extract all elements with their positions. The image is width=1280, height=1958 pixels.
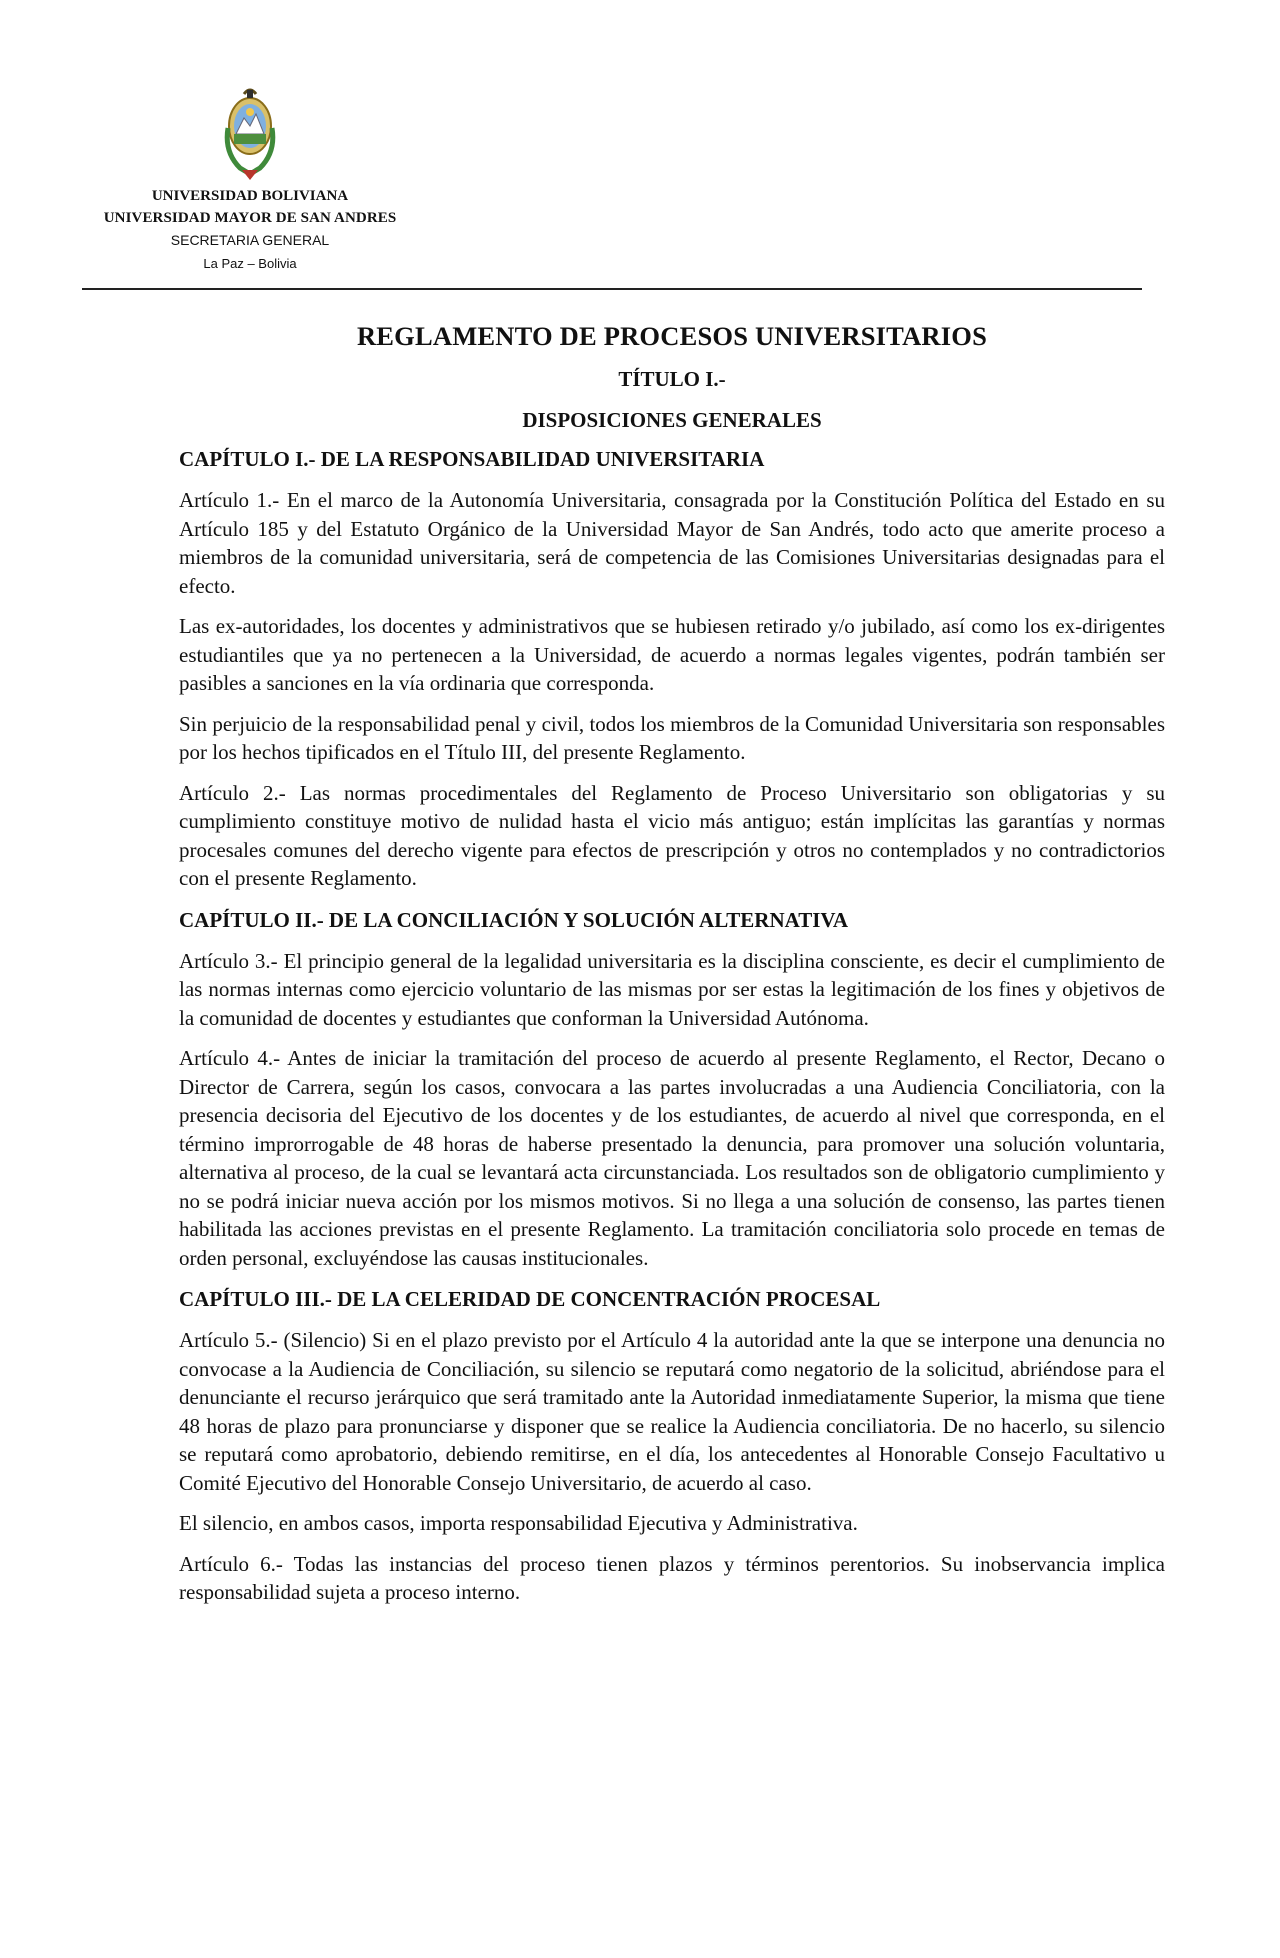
article-paragraph: Artículo 3.- El principio general de la legalidad universitaria es la disciplina consciente, es decir el cumplimiento de las normas internas como ejercicio voluntario de las mismas por ser estas la legitimación de los fines y objetivos de la comunidad de docentes y estudiantes que conforman la Universidad Autónoma. — [179, 948, 1165, 1030]
header-divider — [82, 288, 1142, 290]
chapter-section — [179, 1284, 1165, 1607]
titulo-number: TÍTULO I.- — [618, 367, 726, 391]
chapter-heading: CAPÍTULO III.- DE LA CELERIDAD DE CONCENTRACIÓN PROCESAL — [179, 1287, 881, 1311]
article-paragraph: Artículo 6.- Todas las instancias del proceso tienen plazos y términos perentorios. Su inobservancia implica responsabilidad sujeta a proceso interno. — [179, 1551, 1165, 1604]
chapter-heading: CAPÍTULO II.- DE LA CONCILIACIÓN Y SOLUCIÓN ALTERNATIVA — [179, 907, 849, 932]
article-paragraph: Artículo 2.- Las normas procedimentales del Reglamento de Proceso Universitario son obligatorias y su cumplimiento constituye motivo de nulidad hasta el vicio más antiguo; están implícitas las garantías y normas procesales comunes del derecho vigente para efectos de prescripción y otros no contemplados y no contradictorios con el presente Reglamento. — [179, 780, 1165, 890]
article-paragraph: Sin perjuicio de la responsabilidad penal y civil, todos los miembros de la Comunidad Universitaria son responsables por los hechos tipificados en el Título III, del presente Reglamento. — [179, 711, 1165, 764]
chapter-heading: CAPÍTULO I.- DE LA RESPONSABILIDAD UNIVERSITARIA — [179, 447, 765, 471]
article-paragraph: Artículo 5.- (Silencio) Si en el plazo previsto por el Artículo 4 la autoridad ante la que se interpone una denuncia no convocase a la Audiencia de Conciliación, su silencio se reputará como negatorio de la solicitud, abriéndose para el denunciante el recurso jerárquico que será tramitado ante la Autoridad inmediatamente Superior, la misma que tiene 48 horas de plazo para pronunciarse y disponer que se realice la Audiencia conciliatoria. De no hacerlo, su silencio se reputará como aprobatorio, debiendo remitirse, en el día, los antecedentes al Honorable Consejo Facultativo u Comité Ejecutivo del Honorable Consejo Universitario, de acuerdo al caso. — [179, 1328, 1165, 1495]
letterhead-line-2: UNIVERSIDAD MAYOR DE SAN ANDRES — [103, 210, 397, 226]
article-paragraph: Las ex-autoridades, los docentes y administrativos que se hubiesen retirado y/o jubilado, así como los ex-dirigentes estudiantiles que ya no pertenecen a la Universidad, de acuerdo a normas legales vigentes, podrán también ser pasibles a sanciones en la vía ordinaria que corresponda. — [179, 614, 1165, 695]
letterhead-line-3: SECRETARIA GENERAL — [170, 232, 330, 248]
article-paragraph: El silencio, en ambos casos, importa responsabilidad Ejecutiva y Administrativa. — [179, 1511, 858, 1535]
letterhead — [60, 82, 440, 277]
university-coat-of-arms-icon — [220, 82, 280, 182]
chapter-section — [179, 905, 1165, 1273]
article-paragraph: Artículo 4.- Antes de iniciar la tramitación del proceso de acuerdo al presente Reglamento, el Rector, Decano o Director de Carrera, según los casos, convocara a las partes involucradas a una Audiencia Conciliatoria, con la presencia decisoria del Ejecutivo de los docentes y de los estudiantes, de acuerdo al nivel que corresponda, en el término improrrogable de 48 horas de haberse presentado la denuncia, para promover una solución voluntaria, alternativa al proceso, de la cual se levantará acta circunstanciada. Los resultados son de obligatorio cumplimiento y no se podrá iniciar nueva acción por los mismos motivos. Si no llega a una solución de consenso, las partes tienen habilitada las acciones previstas en el presente Reglamento. La tramitación conciliatoria solo procede en temas de orden personal, excluyéndose las causas institucionales. — [179, 1046, 1165, 1270]
article-paragraph: Artículo 1.- En el marco de la Autonomía Universitaria, consagrada por la Constitución Política del Estado en su Artículo 185 y del Estatuto Orgánico de la Universidad Mayor de San Andrés, todo acto que amerite proceso a miembros de la comunidad universitaria, será de competencia de las Comisiones Universitarias designadas para el efecto. — [179, 488, 1165, 598]
titulo-name: DISPOSICIONES GENERALES — [522, 408, 822, 432]
letterhead-line-1: UNIVERSIDAD BOLIVIANA — [151, 188, 349, 204]
chapter-section — [179, 444, 1165, 893]
document-title: REGLAMENTO DE PROCESOS UNIVERSITARIOS — [356, 321, 988, 351]
document-body — [179, 316, 1165, 1619]
letterhead-line-4: La Paz – Bolivia — [203, 256, 297, 271]
